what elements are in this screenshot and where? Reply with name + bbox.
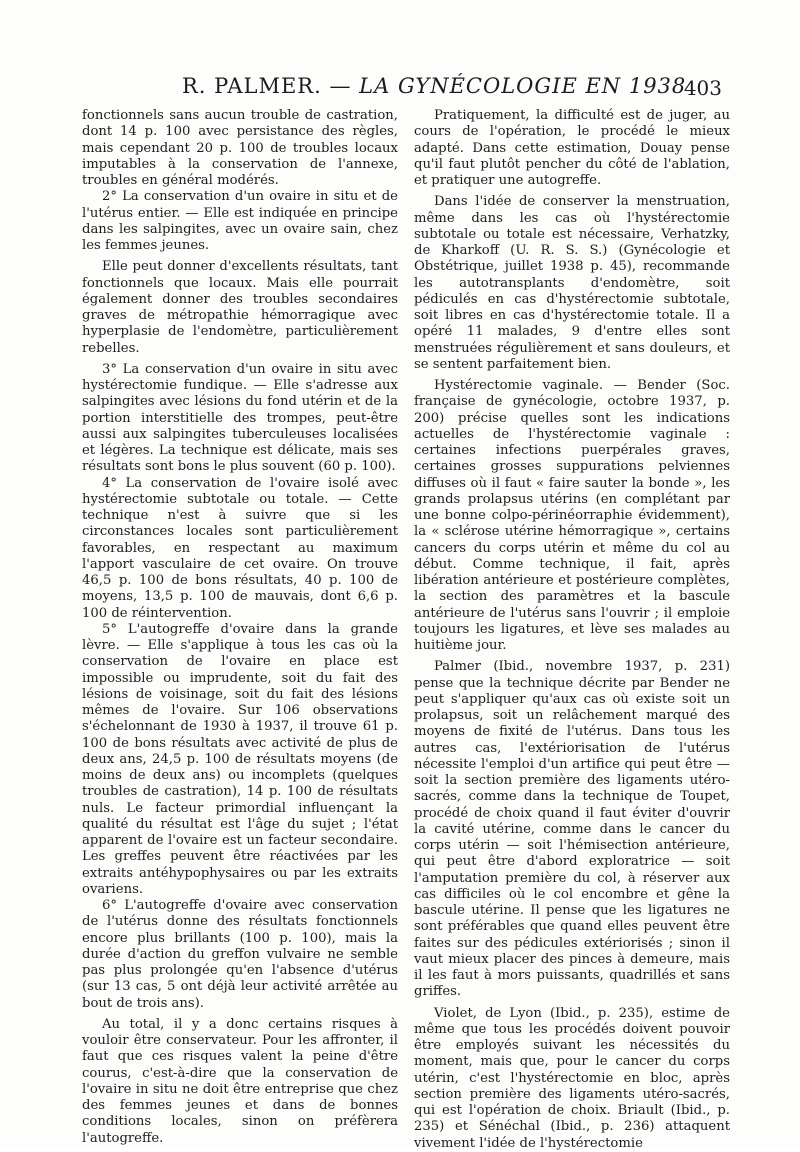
- paragraph: Dans l'idée de conserver la menstruation, même dans les cas où l'hystérectomie subtotale ou totale est nécessaire, Verhatzky, de Kharkoff (U. R. S. S.) (Gynécologie et Obstétrique, juillet 1938 p. 45), recommande les autotransplants d'endomètre, soit pédiculés en cas d'hystérectomie subtotale, soit libres en cas d'hystérectomie totale. Il a opéré 11 malades, 9 d'entre elles sont menstruées régulièrement et sans douleurs, et se sentent parfaitement bien.: [414, 194, 730, 372]
- running-head: [182, 74, 686, 98]
- paragraph: 4° La conservation de l'ovaire isolé avec hystérectomie subtotale ou totale. — Cette technique n'est à suivre que si les circonstances locales sont particulièrement favorables, en respectant au maximum l'apport vasculaire de cet ovaire. On trouve 46,5 p. 100 de bons résultats, 40 p. 100 de moyens, 13,5 p. 100 de mauvais, dont 6,6 p. 100 de réintervention.: [82, 475, 398, 621]
- right-column: [414, 108, 730, 1152]
- paragraph: 5° L'autogreffe d'ovaire dans la grande lèvre. — Elle s'applique à tous les cas où la conservation de l'ovaire en place est impossible ou imprudente, soit du fait des lésions de voisinage, soit du fait des lésions mêmes de l'ovaire. Sur 106 observations s'échelonnant de 1930 à 1937, il trouve 61 p. 100 de bons résultats avec activité de plus de deux ans, 24,5 p. 100 de résultats moyens (de moins de deux ans) ou incomplets (quelques troubles de castration), 14 p. 100 de résultats nuls. Le facteur primordial influençant la qualité du résultat est l'âge du sujet ; l'état apparent de l'ovaire est un facteur secondaire. Les greffes peuvent être réactivées par les extraits antéhypophysaires ou par les extraits ovariens.: [82, 621, 398, 897]
- paragraph: fonctionnels sans aucun trouble de castration, dont 14 p. 100 avec persistance des règles, mais cependant 20 p. 100 de troubles locaux imputables à la conservation de l'annexe, troubles en général modérés.: [82, 108, 398, 188]
- page-header: [82, 74, 722, 102]
- paragraph: Au total, il y a donc certains risques à vouloir être conservateur. Pour les affronter, il faut que ces risques valent la peine d'être courus, c'est-à-dire que la conservation de l'ovaire in situ ne doit être entreprise que chez des femmes jeunes et dans de bonnes conditions locales, sinon on préfèrera l'autogreffe.: [82, 1016, 398, 1146]
- header-author: R. PALMER.: [182, 74, 322, 98]
- paragraph: Pratiquement, la difficulté est de juger, au cours de l'opération, le procédé le mieux adapté. Dans cette estimation, Douay pense qu'il faut plutôt pencher du côté de l'ablation, et pratiquer une autogreffe.: [414, 108, 730, 188]
- paragraph: Hystérectomie vaginale. — Bender (Soc. française de gynécologie, octobre 1937, p. 200) précise quelles sont les indications actuelles de l'hystérectomie vaginale : certaines infections puerpérales graves, certaines grosses suppurations pelviennes diffuses où il faut « faire sauter la bonde », les grands prolapsus utérins (en complétant par une bonne colpo-périnéorraphie évidemment), la « sclérose utérine hémorragique », certains cancers du corps utérin et même du col au début. Comme technique, il fait, après libération antérieure et postérieure complètes, la section des paramètres et la bascule antérieure de l'utérus sans l'ouvrir ; il emploie toujours les ligatures, et lève ses malades au huitième jour.: [414, 378, 730, 653]
- paragraph: Violet, de Lyon (Ibid., p. 235), estime de même que tous les procédés doivent pouvoir être employés suivant les nécessités du moment, mais que, pour le cancer du corps utérin, c'est l'hystérectomie en bloc, après section première des ligaments utéro-sacrés, qui est l'opération de choix. Briault (Ibid., p. 235) et Sénéchal (Ibid., p. 236) attaquent vivement l'idée de l'hystérectomie: [414, 1005, 730, 1151]
- paragraph: Elle peut donner d'excellents résultats, tant fonctionnels que locaux. Mais elle pourrait également donner des troubles secondaires graves de métropathie hémorragique avec hyperplasie de l'endomètre, particulièrement rebelles.: [82, 259, 398, 356]
- paragraph: 3° La conservation d'un ovaire in situ avec hystérectomie fundique. — Elle s'adresse aux salpingites avec lésions du fond utérin et de la portion interstitielle des trompes, peut-être aussi aux salpingites tuberculeuses localisées et légères. La technique est délicate, mais ses résultats sont bons le plus souvent (60 p. 100).: [82, 361, 398, 475]
- left-column: [82, 108, 398, 1147]
- header-dash: —: [329, 74, 352, 98]
- page-number: 403: [683, 76, 722, 100]
- paragraph: 6° L'autogreffe d'ovaire avec conservation de l'utérus donne des résultats fonctionnels encore plus brillants (100 p. 100), mais la durée d'action du greffon vulvaire ne semble pas plus prolongée qu'en l'absence d'utérus (sur 13 cas, 5 ont déjà leur activité arrêtée au bout de trois ans).: [82, 898, 398, 1011]
- paragraph: Palmer (Ibid., novembre 1937, p. 231) pense que la technique décrite par Bender ne peut s'appliquer qu'aux cas où existe soit un prolapsus, soit un relâchement marqué des moyens de fixité de l'utérus. Dans tous les autres cas, l'extériorisation de l'utérus nécessite l'emploi d'un artifice qui peut être — soit la section première des ligaments utéro-sacrés, comme dans la technique de Toupet, procédé de choix quand il faut éviter d'ouvrir la cavité utérine, comme dans le cancer du corps utérin — soit l'hémisection antérieure, qui peut être d'abord exploratrice — soit l'amputation première du col, à réserver aux cas difficiles où le col encombre et gêne la bascule utérine. Il pense que les ligatures ne sont préférables que quand elles peuvent être faites sur des pédicules extériorisés ; sinon il vaut mieux placer des pinces à demeure, mais il les faut à mors puissants, quadrillés et sans griffes.: [414, 659, 730, 1000]
- header-title: LA GYNÉCOLOGIE EN 1938: [359, 74, 687, 98]
- paragraph: 2° La conservation d'un ovaire in situ et de l'utérus entier. — Elle est indiquée en principe dans les salpingites, avec un ovaire sain, chez les femmes jeunes.: [82, 189, 398, 253]
